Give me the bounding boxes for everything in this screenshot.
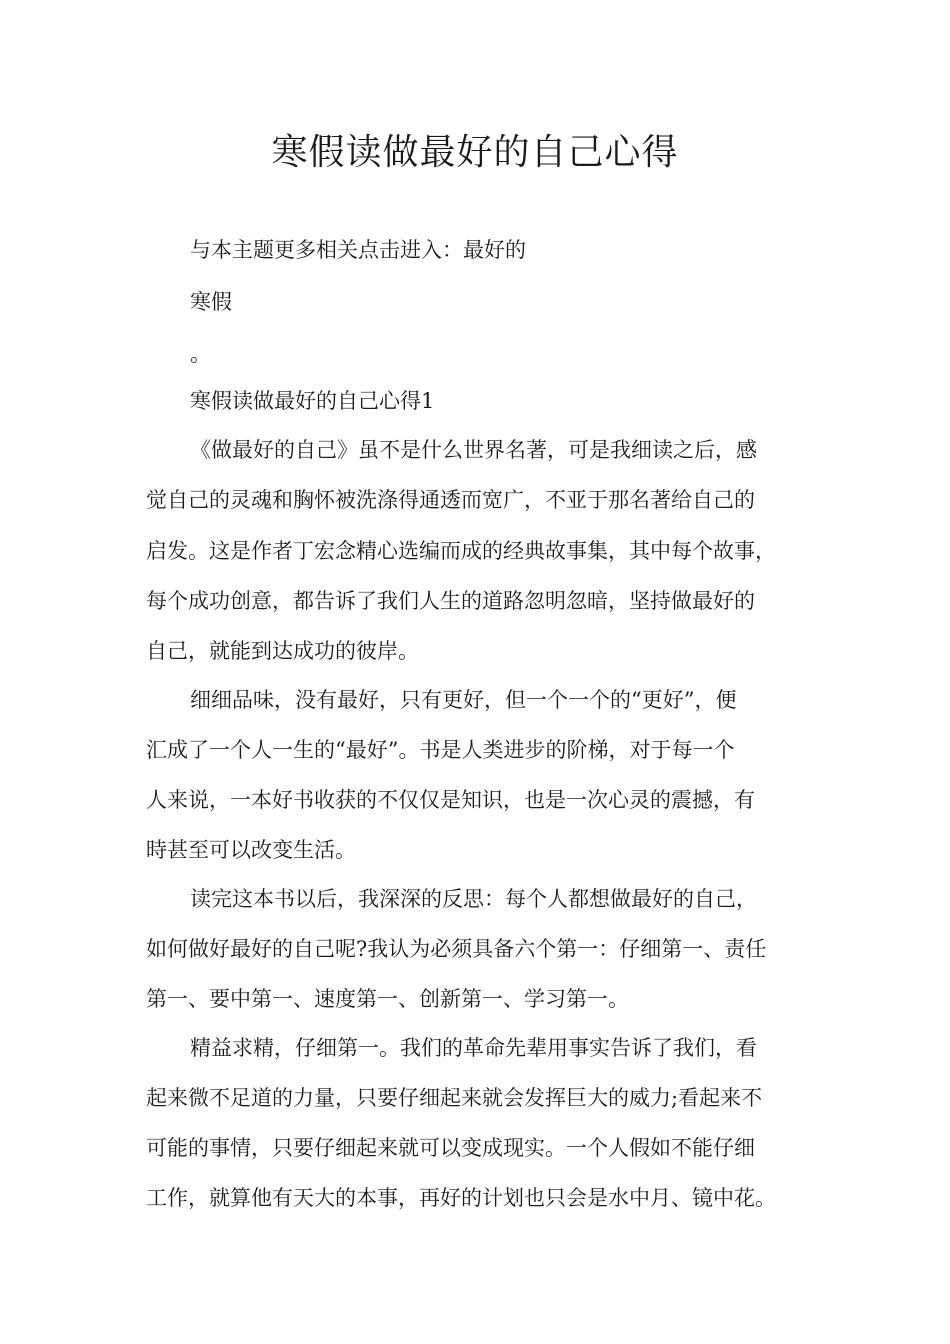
document-title: 寒假读做最好的自己心得 <box>271 132 679 173</box>
paragraph-line: 每个成功创意，都告诉了我们人生的道路忽明忽暗，坚持做最好的 <box>146 589 755 613</box>
paragraph-line: 自己，就能到达成功的彼岸。 <box>146 639 419 663</box>
paragraph-line: 可能的事情，只要仔细起来就可以变成现实。一个人假如不能仔细 <box>146 1136 755 1160</box>
paragraph-line: 读完这本书以后，我深深的反思：每个人都想做最好的自己， <box>190 887 757 911</box>
paragraph-line: 如何做好最好的自己呢?我认为必须具备六个第一：仔细第一、责任 <box>146 937 767 961</box>
intro-tag-line[interactable]: 寒假 <box>190 290 232 314</box>
section-heading: 寒假读做最好的自己心得1 <box>190 389 435 413</box>
paragraph-line: 精益求精，仔细第一。我们的革命先辈用事实告诉了我们，看 <box>190 1036 757 1060</box>
paragraph-line: 启发。这是作者丁宏念精心选编而成的经典故事集，其中每个故事， <box>146 539 776 563</box>
paragraph-line: 工作，就算他有天大的本事，再好的计划也只会是水中月、镜中花。 <box>146 1186 776 1210</box>
paragraph-line: 汇成了一个人一生的“最好”。书是人类进步的阶梯，对于每一个 <box>146 738 735 762</box>
paragraph-line: 觉自己的灵魂和胸怀被洗涤得通透而宽广，不亚于那名著给自己的 <box>146 488 755 512</box>
intro-link-line[interactable]: 与本主题更多相关点击进入：最好的 <box>190 238 526 262</box>
paragraph-line: 人来说，一本好书收获的不仅仅是知识，也是一次心灵的震撼，有 <box>146 788 755 812</box>
paragraph-line: 细细品味，没有最好，只有更好，但一个一个的“更好”，便 <box>190 688 737 712</box>
paragraph-line: 時甚至可以改变生活。 <box>146 838 356 862</box>
paragraph-line: 起来微不足道的力量，只要仔细起来就会发挥巨大的威力;看起来不 <box>146 1086 763 1110</box>
intro-period-line: 。 <box>190 342 211 366</box>
paragraph-line: 第一、要中第一、速度第一、创新第一、学习第一。 <box>146 987 629 1011</box>
paragraph-line: 《做最好的自己》虽不是什么世界名著，可是我细读之后，感 <box>190 438 757 462</box>
